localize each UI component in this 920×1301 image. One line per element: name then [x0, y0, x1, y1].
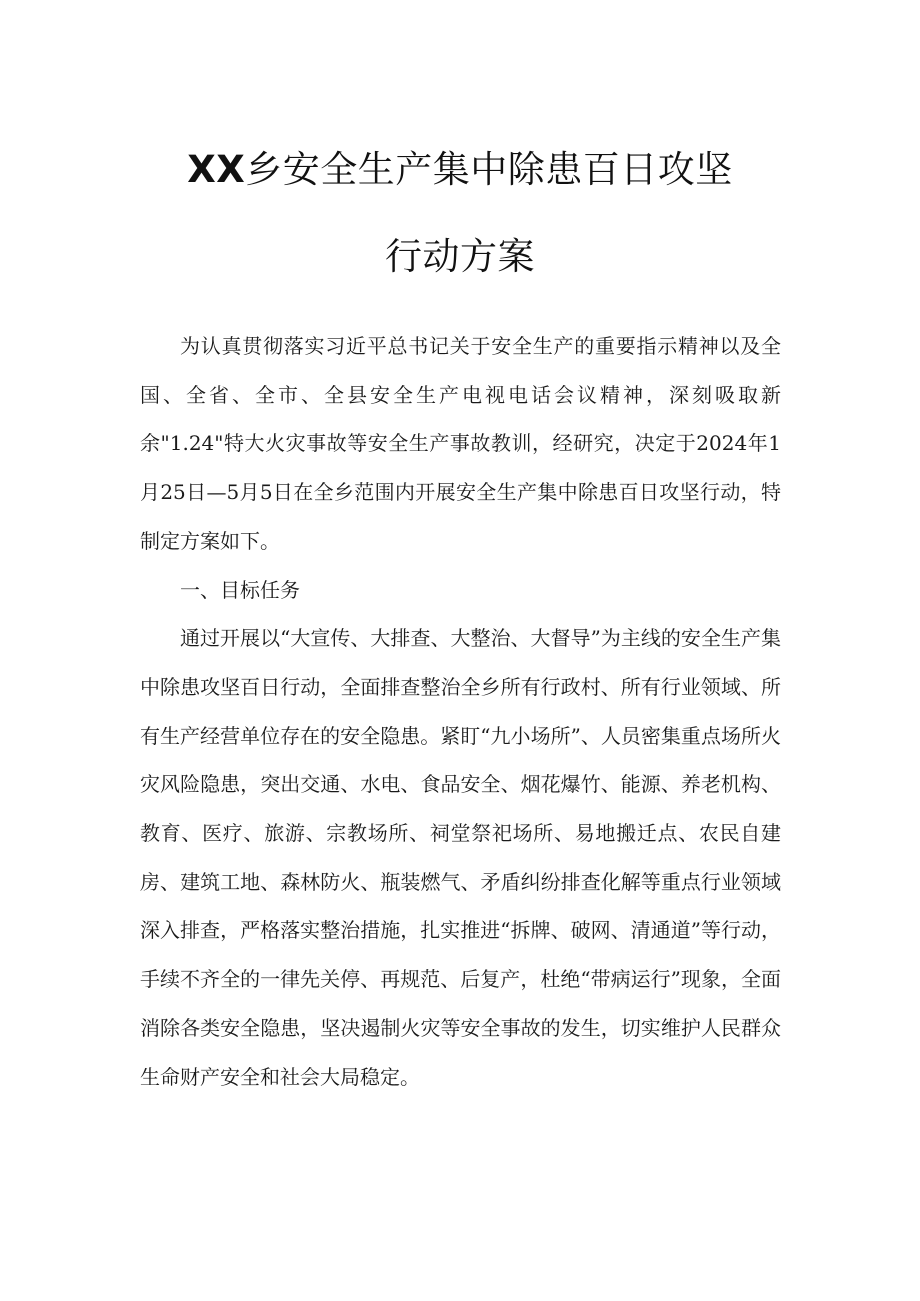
- goals-paragraph: 通过开展以“大宣传、大排查、大整治、大督导”为主线的安全生产集中除患攻坚百日行动，全面排查整治全乡所有行政村、所有行业领域、所有生产经营单位存在的安全隐患。紧盯“九小场所”、人员密集重点场所火灾风险隐患，突出交通、水电、食品安全、烟花爆竹、能源、养老机构、教育、医疗、旅游、宗教场所、祠堂祭祀场所、易地搬迁点、农民自建房、建筑工地、森林防火、瓶装燃气、矛盾纠纷排查化解等重点行业领域深入排查，严格落实整治措施，扎实推进“拆牌、破网、清通道”等行动，手续不齐全的一律先关停、再规范、后复产，杜绝“带病运行”现象，全面消除各类安全隐患，坚决遏制火灾等安全事故的发生，切实维护人民群众生命财产安全和社会大局稳定。: [140, 626, 781, 1089]
- title-prefix: XX: [187, 148, 246, 191]
- title-line-1-text: 乡安全生产集中除患百日攻坚: [245, 148, 733, 191]
- section-heading-goals: 一、目标任务: [180, 577, 300, 602]
- document-title-line-2: 行动方案: [385, 235, 535, 278]
- intro-paragraph: 为认真贯彻落实习近平总书记关于安全生产的重要指示精神以及全国、全省、全市、全县安全生产电视电话会议精神，深刻吸取新余"1.24"特大火灾事故等安全生产事故教训，经研究，决定于2024年1月25日—5月5日在全乡范围内开展安全生产集中除患百日攻坚行动，特制定方案如下。: [140, 334, 781, 553]
- document-body: [140, 322, 781, 1101]
- document-title-line-1: [0, 139, 920, 193]
